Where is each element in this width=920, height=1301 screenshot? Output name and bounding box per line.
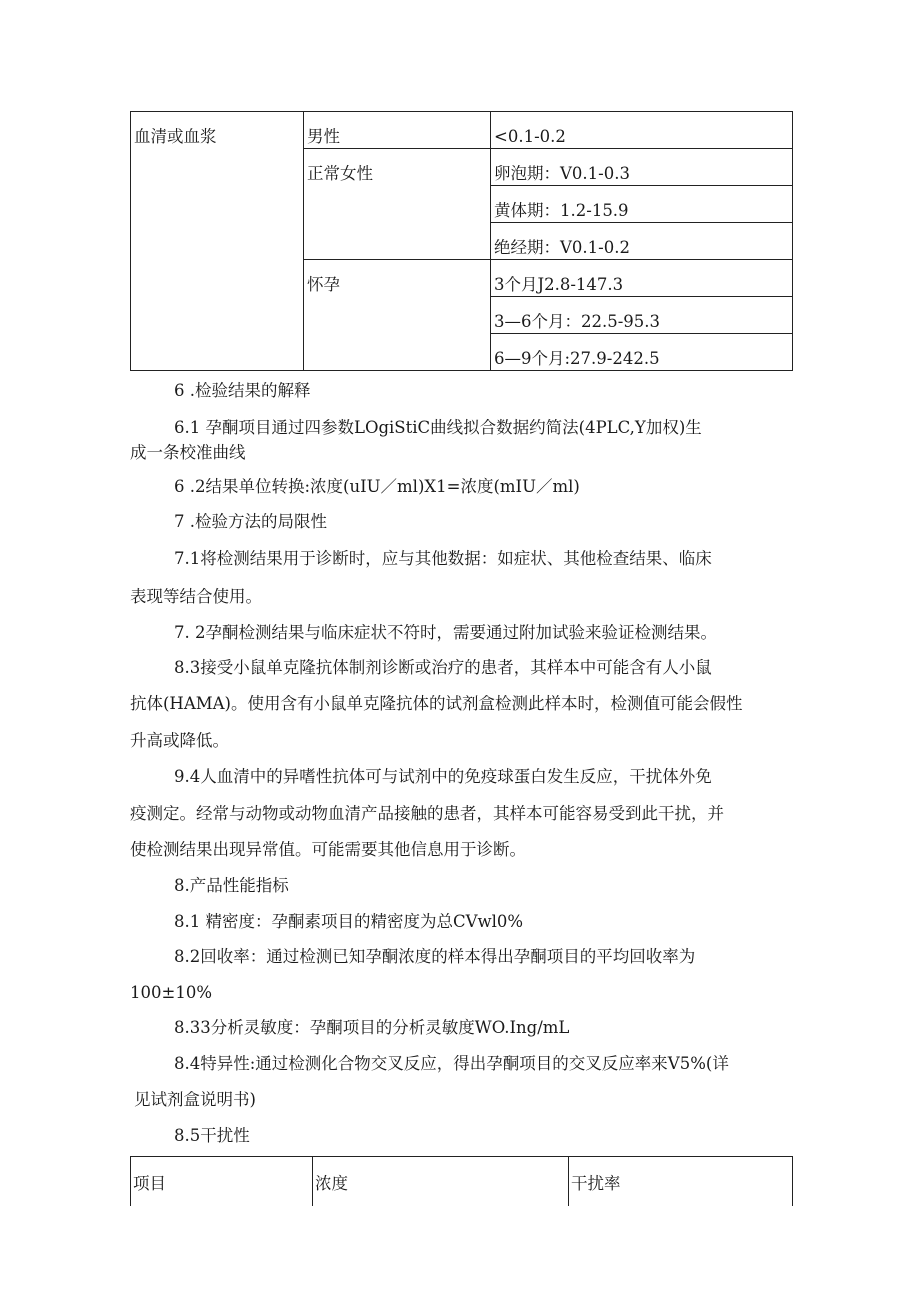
table-header-item: 项目 (131, 1157, 313, 1207)
sample-type-cell: 血清或血浆 (131, 112, 304, 371)
value-cell: 黄体期：1.2-15.9 (491, 186, 793, 223)
paragraph-line: 成一条校准曲线 (130, 443, 246, 462)
value-cell: 6—9个月:27.9-242.5 (491, 334, 793, 371)
section-heading: 7 .检验方法的局限性 (174, 512, 327, 531)
paragraph-line: 升高或降低。 (130, 731, 229, 750)
value-cell: 3个月J2.8-147.3 (491, 260, 793, 297)
paragraph-line: 6.1 孕酮项目通过四参数LOgiStiC曲线拟合数据约简法(4PLC,Y加权)生 (174, 418, 702, 437)
reference-range-table (130, 111, 793, 371)
paragraph-line: 表现等结合使用。 (130, 587, 262, 606)
table-header-interference-rate: 干扰率 (569, 1157, 793, 1207)
group-cell: 正常女性 (304, 149, 491, 260)
paragraph-line: 7.1将检测结果用于诊断时，应与其他数据：如症状、其他检查结果、临床 (174, 549, 712, 568)
section-heading: 8.5干扰性 (174, 1126, 250, 1145)
section-heading: 8.产品性能指标 (174, 876, 289, 895)
value-cell: <0.1-0.2 (491, 112, 793, 149)
paragraph-line: 8.1 精密度：孕酮素项目的精密度为总CVwl0% (174, 912, 524, 931)
value-cell: 绝经期：V0.1-0.2 (491, 223, 793, 260)
paragraph-line: 8.33分析灵敏度：孕酮项目的分析灵敏度WO.Ing/mL (174, 1018, 570, 1037)
section-heading: 6 .检验结果的解释 (174, 381, 311, 400)
paragraph-line: 8.3接受小鼠单克隆抗体制剂诊断或治疗的患者，其样本中可能含有人小鼠 (174, 658, 712, 677)
paragraph-line: 疫测定。经常与动物或动物血清产品接触的患者，其样本可能容易受到此干扰，并 (130, 804, 724, 823)
paragraph-line: 抗体(HAMA)。使用含有小鼠单克隆抗体的试剂盒检测此样本时，检测值可能会假性 (130, 694, 743, 713)
group-cell: 怀孕 (304, 260, 491, 371)
paragraph-line: 8.4特异性:通过检测化合物交叉反应，得出孕酮项目的交叉反应率来V5%(详 (174, 1054, 729, 1073)
paragraph-line: 7. 2孕酮检测结果与临床症状不符时，需要通过附加试验来验证检测结果。 (174, 623, 717, 642)
table-header-concentration: 浓度 (313, 1157, 569, 1207)
paragraph-line: 6 .2结果单位转换:浓度(uIU／ml)X1=浓度(mIU／ml) (174, 477, 580, 496)
paragraph-line: 9.4人血清中的异嗜性抗体可与试剂中的免疫球蛋白发生反应，干扰体外免 (174, 767, 712, 786)
paragraph-line: 8.2回收率：通过检测已知孕酮浓度的样本得出孕酮项目的平均回收率为 (174, 947, 696, 966)
paragraph-line: 使检测结果出现异常值。可能需要其他信息用于诊断。 (130, 840, 526, 859)
interference-table (130, 1156, 793, 1206)
group-cell: 男性 (304, 112, 491, 149)
value-cell: 3—6个月：22.5-95.3 (491, 297, 793, 334)
paragraph-line: 见试剂盒说明书) (134, 1090, 256, 1109)
paragraph-line: 100±10% (130, 983, 212, 1002)
value-cell: 卵泡期：V0.1-0.3 (491, 149, 793, 186)
